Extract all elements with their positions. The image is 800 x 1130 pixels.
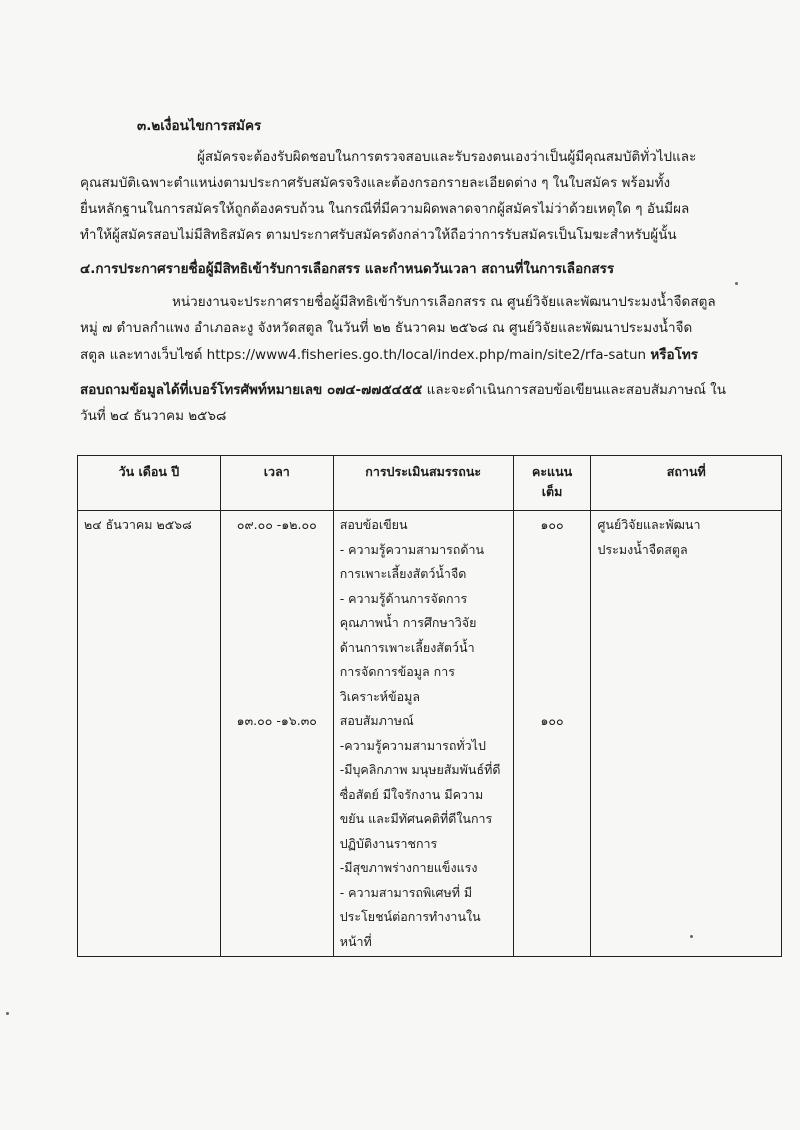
section-3-2-line-1: ผู้สมัครจะต้องรับผิดชอบในการตรวจสอบและรับรองตนเองว่าเป็นผู้มีคุณสมบัติทั่วไปและ	[197, 149, 697, 165]
assessment-line: คุณภาพน้ำ การศึกษาวิจัย	[339, 615, 477, 630]
assessment-line: -มีบุคลิกภาพ มนุษยสัมพันธ์ที่ดี	[339, 762, 501, 777]
cell-date	[78, 511, 221, 957]
section-4-line-4-text: และจะดำเนินการสอบข้อเขียนและสอบสัมภาษณ์ ใน	[422, 382, 726, 398]
assessment-line: สอบข้อเขียน	[339, 517, 408, 532]
time-written: ๐๙.๐๐ -๑๒.๐๐	[236, 517, 317, 532]
assessment-line: ประโยชน์ต่อการทำงานใน	[339, 909, 481, 924]
section-4-phone: สอบถามข้อมูลได้ที่เบอร์โทรศัพท์หมายเลข ๐๗๔-๗๗๕๔๕๕	[80, 382, 423, 398]
place-line-1: ศูนย์วิจัยและพัฒนา	[597, 517, 701, 532]
assessment-line: ขยัน และมีทัศนคติที่ดีในการ	[339, 811, 493, 826]
section-4-line-2: หมู่ ๗ ตำบลกำแพง อำเภอละงู จังหวัดสตูล ในวันที่ ๒๒ ธันวาคม ๒๕๖๘ ณ ศูนย์วิจัยและพัฒนาประมงน้ำจืด	[80, 320, 693, 336]
assessment-line: การจัดการข้อมูล การ	[339, 664, 455, 679]
scan-speck	[735, 282, 738, 285]
section-4-line-4	[80, 380, 726, 400]
section-4-line-1: หน่วยงานจะประกาศรายชื่อผู้มีสิทธิเข้ารับการเลือกสรร ณ ศูนย์วิจัยและพัฒนาประมงน้ำจืดสตูล	[172, 294, 716, 310]
section-3-2-heading: ๓.๒เงื่อนไขการสมัคร	[137, 118, 262, 134]
assessment-line: -มีสุขภาพร่างกายแข็งแรง	[339, 860, 478, 875]
table-header-row	[78, 456, 782, 511]
scan-speck	[6, 1012, 9, 1015]
assessment-line: ซื่อสัตย์ มีใจรักงาน มีความ	[339, 786, 484, 802]
table-row	[78, 511, 782, 957]
assessment-line: -ความรู้ความสามารถทั่วไป	[339, 737, 486, 753]
section-3-2-line-2: คุณสมบัติเฉพาะตำแหน่งตามประกาศรับสมัครจริงและต้องกรอกรายละเอียดต่าง ๆ ในใบสมัคร พร้อมทั้ง	[80, 175, 671, 191]
header-time: เวลา	[220, 456, 333, 511]
section-4-line-3-bold: หรือโทร	[650, 347, 699, 363]
assessment-line: การเพาะเลี้ยงสัตว์น้ำจืด	[339, 566, 467, 581]
section-3-2-line-3: ยื่นหลักฐานในการสมัครให้ถูกต้องครบถ้วน ในกรณีที่มีความผิดพลาดจากผู้สมัครไม่ว่าด้วยเหตุใด ๆ อันมีผล	[80, 201, 690, 217]
section-4-line-3-text: สตูล และทางเว็บไซต์ https://www4.fisheries.go.th/local/index.php/main/site2/rfa-satun	[80, 347, 651, 363]
cell-time	[220, 511, 333, 957]
header-score	[513, 456, 591, 511]
cell-place	[591, 511, 782, 957]
section-4-line-5: วันที่ ๒๔ ธันวาคม ๒๕๖๘	[80, 408, 227, 424]
section-4-line-3	[80, 345, 698, 365]
section-3-2-line-4: ทำให้ผู้สมัครสอบไม่มีสิทธิสมัคร ตามประกาศรับสมัครดังกล่าวให้ถือว่าการรับสมัครเป็นโมฆะสำหรับผู้นั้น	[80, 227, 677, 243]
assessment-line: ปฏิบัติงานราชการ	[339, 835, 438, 851]
scan-speck	[690, 935, 693, 938]
assessment-line: หน้าที่	[339, 933, 372, 949]
assessment-line: - ความสามารถพิเศษที่ มี	[339, 884, 473, 900]
assessment-line: สอบสัมภาษณ์	[339, 713, 414, 728]
header-assessment: การประเมินสมรรถนะ	[333, 456, 513, 511]
assessment-line: - ความรู้ด้านการจัดการ	[339, 590, 468, 606]
date-text: ๒๔ ธันวาคม ๒๕๖๘	[84, 517, 192, 532]
score-written: ๑๐๐	[540, 517, 564, 532]
header-date: วัน เดือน ปี	[78, 456, 221, 511]
header-score-line-1: คะแนน	[531, 464, 573, 479]
header-score-line-2: เต็ม	[541, 484, 563, 499]
assessment-line: วิเคราะห์ข้อมูล	[339, 688, 420, 704]
schedule-table	[77, 455, 782, 957]
cell-assessment	[333, 511, 513, 957]
score-interview: ๑๐๐	[540, 712, 564, 728]
time-interview: ๑๓.๐๐ -๑๖.๓๐	[236, 712, 317, 728]
header-place: สถานที่	[591, 456, 782, 511]
cell-score	[513, 511, 591, 957]
place-line-2: ประมงน้ำจืดสตูล	[597, 541, 688, 557]
assessment-line: - ความรู้ความสามารถด้าน	[339, 541, 485, 557]
assessment-line: ด้านการเพาะเลี้ยงสัตว์น้ำ	[339, 639, 475, 655]
section-4-heading: ๔.การประกาศรายชื่อผู้มีสิทธิเข้ารับการเลือกสรร และกำหนดวันเวลา สถานที่ในการเลือกสรร	[80, 261, 615, 277]
